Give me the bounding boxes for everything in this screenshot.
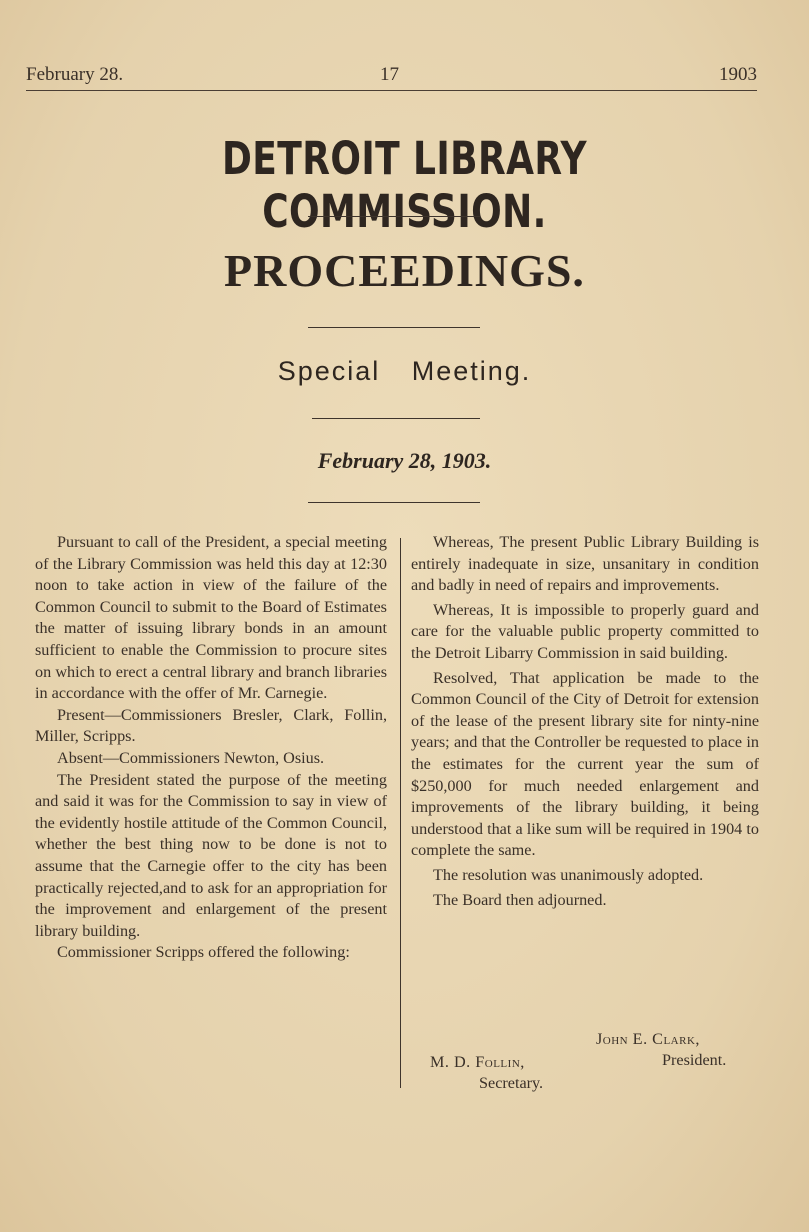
paragraph: Resolved, That application be made to the Common Council of the City of Detroit for extension of the lease of the present library site for ninty-nine years; and that the Controller be requested to place in the estimates for the current year the sum of $250,000 for much needed enlargement and improvements of the library building, it being understood that a like sum will be required in 1904 to complete the same. (411, 668, 759, 860)
divider-rule (308, 327, 480, 328)
divider-rule (312, 418, 480, 419)
paragraph: Whereas, The present Public Library Building is entirely inadequate in size, unsanitary in condition and badly in need of repairs and improvements. (411, 533, 759, 595)
paragraph: Present—Commissioners Bresler, Clark, Follin, Miller, Scripps. (35, 705, 387, 746)
meeting-type-heading: Special Meeting. (277, 356, 532, 386)
paragraph: Whereas, It is impossible to properly guard and care for the valuable public property committed to the Detroit Libarry Commission in said building. (411, 600, 759, 662)
proceedings-heading: PROCEEDINGS. (224, 245, 585, 296)
running-head (26, 64, 757, 91)
paragraph: Commissioner Scripps offered the following: (57, 943, 350, 962)
secretary-name: M. D. Follin, (430, 1053, 525, 1071)
president-name: John E. Clark, (596, 1030, 700, 1048)
paragraph: The resolution was unanimously adopted. (433, 865, 704, 884)
page-number: 17 (380, 64, 399, 85)
header-date: February 28. (26, 64, 124, 85)
masthead-title: DETROIT LIBRARY COMMISSION. (221, 132, 588, 238)
divider-rule (308, 502, 480, 503)
left-column (35, 532, 387, 964)
secretary-title: Secretary. (479, 1074, 544, 1092)
paragraph: Pursuant to call of the President, a special meeting of the Library Commission was held this day at 12:30 noon to take action in view of the failure of the Common Council to submit to the Board of Estimates the matter of issuing library bonds in an amount sufficient to enable the Commission to procure sites on which to erect a central library and branch libraries in accordance with the offer of Mr. Carnegie. (35, 533, 387, 703)
divider-rule (308, 216, 480, 217)
column-divider (400, 538, 401, 1088)
right-column (411, 532, 759, 911)
paragraph: The President stated the purpose of the meeting and said it was for the Commission to say in view of the evidently hostile attitude of the Common Council, whether the best thing now to be done is not to assume that the Carnegie offer to the city has been practically rejected,and to ask for an appropriation for the improvement and enlargement of the present library building. (35, 770, 387, 940)
president-title: President. (662, 1051, 727, 1069)
header-year: 1903 (719, 64, 757, 85)
paragraph: The Board then adjourned. (433, 890, 607, 909)
paragraph: Absent—Commissioners Newton, Osius. (57, 748, 325, 767)
meeting-date: February 28, 1903. (317, 448, 492, 473)
